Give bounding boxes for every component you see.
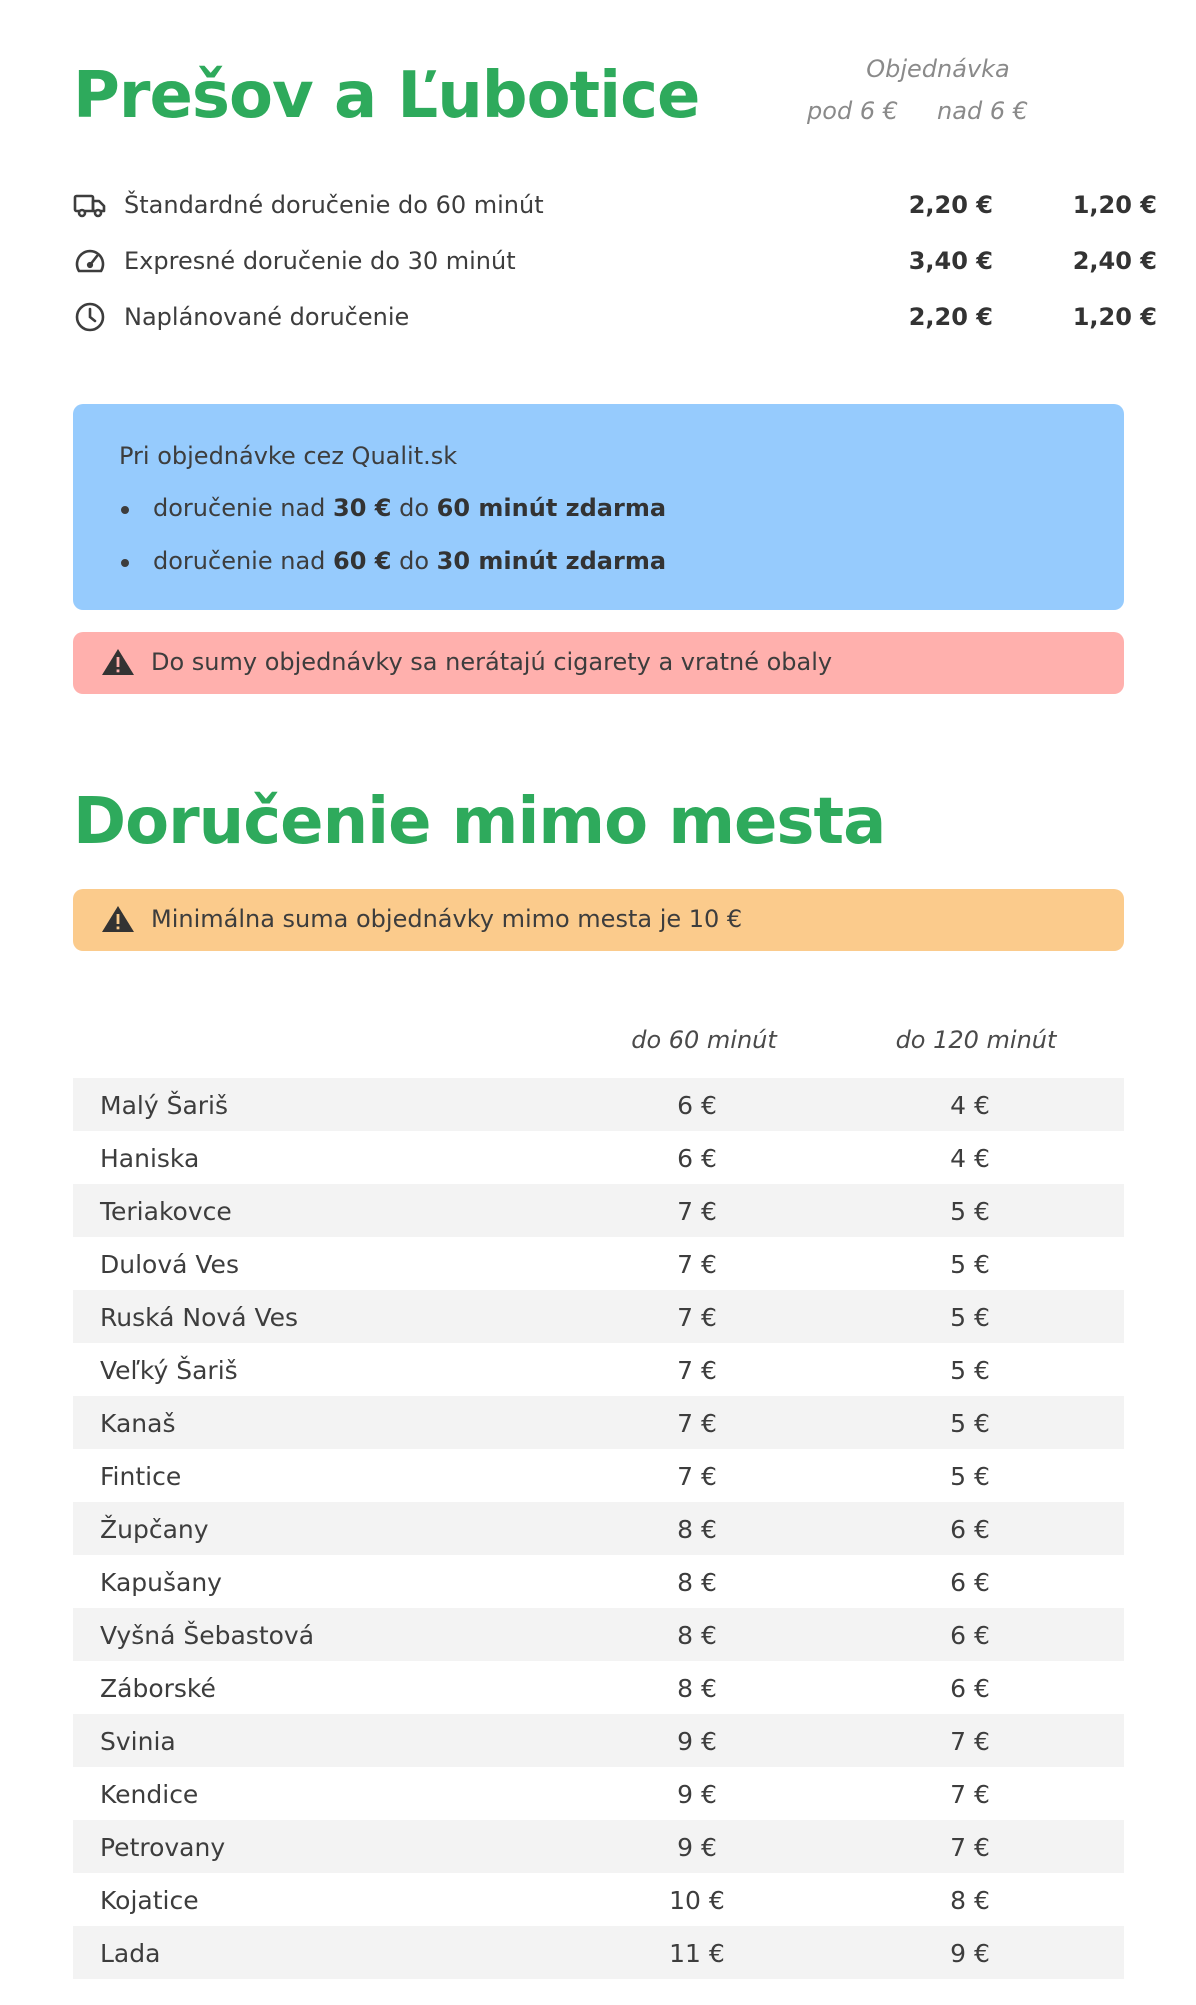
column-over-label: nad 6 €: [937, 97, 1028, 125]
price-60-min: 7 €: [677, 1250, 717, 1279]
price-60-min: 9 €: [677, 1833, 717, 1862]
table-row: [73, 1131, 1124, 1184]
table-row: [73, 1078, 1124, 1131]
table-row: [73, 1873, 1124, 1926]
price-120-min: 7 €: [950, 1833, 990, 1862]
price-60-min: 6 €: [677, 1144, 717, 1173]
section-title-outside-city: Doručenie mimo mesta: [73, 785, 886, 859]
price-120-min: 5 €: [950, 1303, 990, 1332]
warning-text: Do sumy objednávky sa nerátajú cigarety a vratné obaly: [151, 648, 833, 676]
truck-icon: [73, 189, 107, 221]
price-120-min: 5 €: [950, 1409, 990, 1438]
price-over: 1,20 €: [1072, 191, 1157, 219]
price-under: 2,20 €: [908, 191, 993, 219]
delivery-row-standard: [73, 185, 1157, 225]
bullet-text: do: [391, 494, 437, 522]
bullet-amount: 60 €: [333, 547, 392, 575]
price-60-min: 7 €: [677, 1409, 717, 1438]
bullet-dot: [121, 559, 129, 567]
bullet-text: doručenie nad: [153, 494, 334, 522]
price-60-min: 7 €: [677, 1462, 717, 1491]
price-120-min: 5 €: [950, 1197, 990, 1226]
city-name: Kojatice: [100, 1886, 199, 1915]
city-name: Haniska: [100, 1144, 200, 1173]
warning-icon: [101, 647, 135, 677]
warning-banner-minimum-order: [73, 889, 1124, 951]
city-name: Kapušany: [100, 1568, 222, 1597]
delivery-label: Naplánované doručenie: [124, 303, 410, 331]
table-row: [73, 1343, 1124, 1396]
city-name: Kendice: [100, 1780, 199, 1809]
column-header-60-min: do 60 minút: [631, 1026, 777, 1054]
table-row: [73, 1502, 1124, 1555]
clock-icon: [73, 301, 107, 333]
price-60-min: 8 €: [677, 1621, 717, 1650]
city-name: Veľký Šariš: [100, 1356, 238, 1385]
price-120-min: 4 €: [950, 1144, 990, 1173]
city-name: Petrovany: [100, 1833, 226, 1862]
bullet-text: do: [391, 547, 437, 575]
price-60-min: 10 €: [669, 1886, 725, 1915]
table-row: [73, 1237, 1124, 1290]
delivery-row-scheduled: [73, 297, 1157, 337]
price-120-min: 9 €: [950, 1939, 990, 1968]
price-60-min: 6 €: [677, 1091, 717, 1120]
price-120-min: 4 €: [950, 1091, 990, 1120]
section-title-presov: Prešov a Ľubotice: [73, 59, 700, 133]
price-60-min: 8 €: [677, 1568, 717, 1597]
price-over: 1,20 €: [1072, 303, 1157, 331]
city-name: Svinia: [100, 1727, 176, 1756]
bullet-dot: [121, 506, 129, 514]
table-row: [73, 1820, 1124, 1873]
price-120-min: 8 €: [950, 1886, 990, 1915]
price-under: 2,20 €: [908, 303, 993, 331]
city-name: Vyšná Šebastová: [100, 1621, 315, 1650]
city-name: Dulová Ves: [100, 1250, 239, 1279]
price-60-min: 7 €: [677, 1356, 717, 1385]
price-60-min: 9 €: [677, 1727, 717, 1756]
table-row: [73, 1290, 1124, 1343]
warning-banner-excluded-items: [73, 632, 1124, 694]
city-name: Kanaš: [100, 1409, 176, 1438]
table-row: [73, 1767, 1124, 1820]
free-delivery-info-box: [73, 404, 1124, 610]
price-120-min: 6 €: [950, 1674, 990, 1703]
bullet-text: doručenie nad: [153, 547, 334, 575]
city-name: Záborské: [100, 1674, 216, 1703]
price-60-min: 8 €: [677, 1515, 717, 1544]
price-120-min: 5 €: [950, 1356, 990, 1385]
city-name: Fintice: [100, 1462, 182, 1491]
warning-text: Minimálna suma objednávky mimo mesta je 10 €: [151, 905, 743, 933]
speedometer-icon: [73, 245, 107, 277]
price-60-min: 7 €: [677, 1303, 717, 1332]
column-under-label: pod 6 €: [807, 97, 898, 125]
price-under: 3,40 €: [908, 247, 993, 275]
delivery-label: Expresné doručenie do 30 minút: [124, 247, 516, 275]
price-120-min: 5 €: [950, 1250, 990, 1279]
table-row: [73, 1396, 1124, 1449]
table-row: [73, 1926, 1124, 1979]
city-name: Lada: [100, 1939, 161, 1968]
price-120-min: 5 €: [950, 1462, 990, 1491]
delivery-row-express: [73, 241, 1157, 281]
table-row: [73, 1449, 1124, 1502]
price-over: 2,40 €: [1072, 247, 1157, 275]
table-row: [73, 1184, 1124, 1237]
warning-icon: [101, 904, 135, 934]
price-120-min: 6 €: [950, 1515, 990, 1544]
price-60-min: 11 €: [669, 1939, 725, 1968]
price-60-min: 8 €: [677, 1674, 717, 1703]
price-120-min: 6 €: [950, 1568, 990, 1597]
bullet-time: 30 minút zdarma: [436, 547, 667, 575]
table-row: [73, 1661, 1124, 1714]
bullet-time: 60 minút zdarma: [436, 494, 667, 522]
price-120-min: 7 €: [950, 1727, 990, 1756]
bullet-amount: 30 €: [333, 494, 392, 522]
order-header-label: Objednávka: [866, 55, 1010, 83]
column-header-120-min: do 120 minút: [895, 1026, 1057, 1054]
price-120-min: 7 €: [950, 1780, 990, 1809]
city-name: Malý Šariš: [100, 1091, 229, 1120]
city-name: Teriakovce: [100, 1197, 232, 1226]
table-row: [73, 1608, 1124, 1661]
table-row: [73, 1714, 1124, 1767]
outside-city-price-table: [73, 1078, 1124, 1979]
table-row: [73, 1555, 1124, 1608]
delivery-label: Štandardné doručenie do 60 minút: [124, 191, 544, 219]
price-60-min: 9 €: [677, 1780, 717, 1809]
city-name: Ruská Nová Ves: [100, 1303, 299, 1332]
city-name: Župčany: [100, 1515, 209, 1544]
price-120-min: 6 €: [950, 1621, 990, 1650]
info-intro: Pri objednávke cez Qualit.sk: [119, 442, 458, 470]
price-60-min: 7 €: [677, 1197, 717, 1226]
